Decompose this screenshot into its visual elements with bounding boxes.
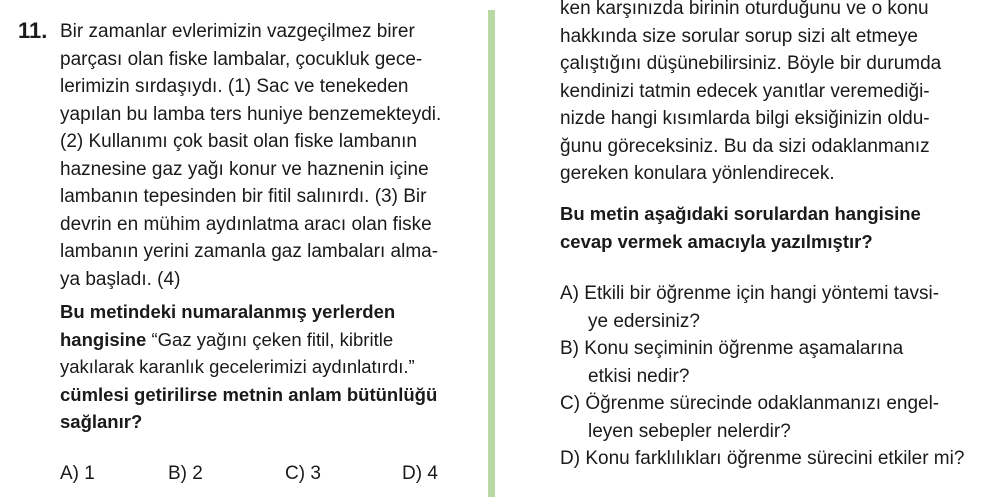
passage-line: lambanın tepesinden bir fitil salınırdı. (3) Bir <box>60 186 427 207</box>
stem-line: sağlanır? <box>60 411 143 432</box>
passage-line: nizde hangi kısımlarda bilgi eksiğinizin oldu- <box>560 108 930 129</box>
question-12-passage <box>560 0 980 188</box>
passage-line: haznesine gaz yağı konur ve haznenin içine <box>60 158 429 180</box>
stem-line: Bu metin aşağıdaki sorulardan hangisine <box>560 203 921 224</box>
passage-line: ğunu göreceksiniz. Bu da sizi odaklanmanız <box>560 135 930 157</box>
passage-line: parçası olan fiske lambalar, çocukluk gece- <box>60 48 423 70</box>
passage-line: Bir zamanlar evlerimizin vazgeçilmez birer <box>60 21 415 42</box>
option-b[interactable]: B) 2 <box>168 463 203 484</box>
passage-line: lerimizin sırdaşıydı. (1) Sac ve tenekeden <box>60 76 409 97</box>
passage-line: (2) Kullanımı çok basit olan fiske lambanın <box>60 131 417 152</box>
option-text: D) Konu farklılıkları öğrenme sürecini etkiler mi? <box>560 448 965 469</box>
passage-line: ken karşınızda birinin oturduğunu ve o konu <box>560 0 929 19</box>
passage-line: lambanın yerini zamanla gaz lambaları alma- <box>60 241 439 262</box>
option-c[interactable]: C) 3 <box>285 463 321 484</box>
passage-line: ya başladı. (4) <box>60 268 181 290</box>
question-12-stem <box>560 200 921 255</box>
option-d[interactable]: D) 4 <box>402 463 438 484</box>
option-text: C) Öğrenme sürecinde odaklanmanızı engel- <box>560 393 940 414</box>
option-c[interactable] <box>560 390 964 445</box>
option-text-cont: leyen sebepler nelerdir? <box>588 420 791 442</box>
passage-line: çalıştığını düşünebilirsiniz. Böyle bir durumda <box>560 53 942 74</box>
passage-line: devrin en mühim aydınlatma aracı olan fiske <box>60 213 432 235</box>
stem-bold-word: hangisine <box>60 328 147 350</box>
option-d[interactable] <box>560 445 964 473</box>
option-text-cont: etkisi nedir? <box>588 365 690 387</box>
stem-line <box>60 326 500 354</box>
question-number: 11. <box>18 18 48 43</box>
option-a[interactable] <box>560 280 964 335</box>
option-text-cont: ye edersiniz? <box>588 310 700 332</box>
option-a[interactable]: A) 1 <box>60 463 95 484</box>
stem-line: cevap vermek amacıyla yazılmıştır? <box>560 230 873 252</box>
passage-line: gereken konulara yönlendirecek. <box>560 163 835 184</box>
option-text: A) Etkili bir öğrenme için hangi yöntemi tavsi- <box>560 283 940 304</box>
option-b[interactable] <box>560 335 964 390</box>
passage-line: kendinizi tatmin edecek yanıtlar veremediği- <box>560 80 930 102</box>
stem-line: Bu metindeki numaralanmış yerlerden <box>60 301 396 322</box>
stem-line: yakılarak karanlık gecelerimizi aydınlatırdı.” <box>60 356 415 377</box>
stem-line: cümlesi getirilirse metnin anlam bütünlüğü <box>60 383 438 405</box>
stem-quote: “Gaz yağını çeken fitil, kibritle <box>146 328 394 350</box>
question-11-passage <box>60 18 500 293</box>
option-text: B) Konu seçiminin öğrenme aşamalarına <box>560 338 904 359</box>
question-12 <box>560 0 980 469</box>
question-11-stem <box>60 298 500 436</box>
passage-line: hakkında size sorular sorup sizi alt etmeye <box>560 25 918 47</box>
column-divider <box>488 10 495 497</box>
question-12-options <box>560 280 964 473</box>
passage-line: yapılan bu lamba ters huniye benzemekteydi. <box>60 103 442 125</box>
